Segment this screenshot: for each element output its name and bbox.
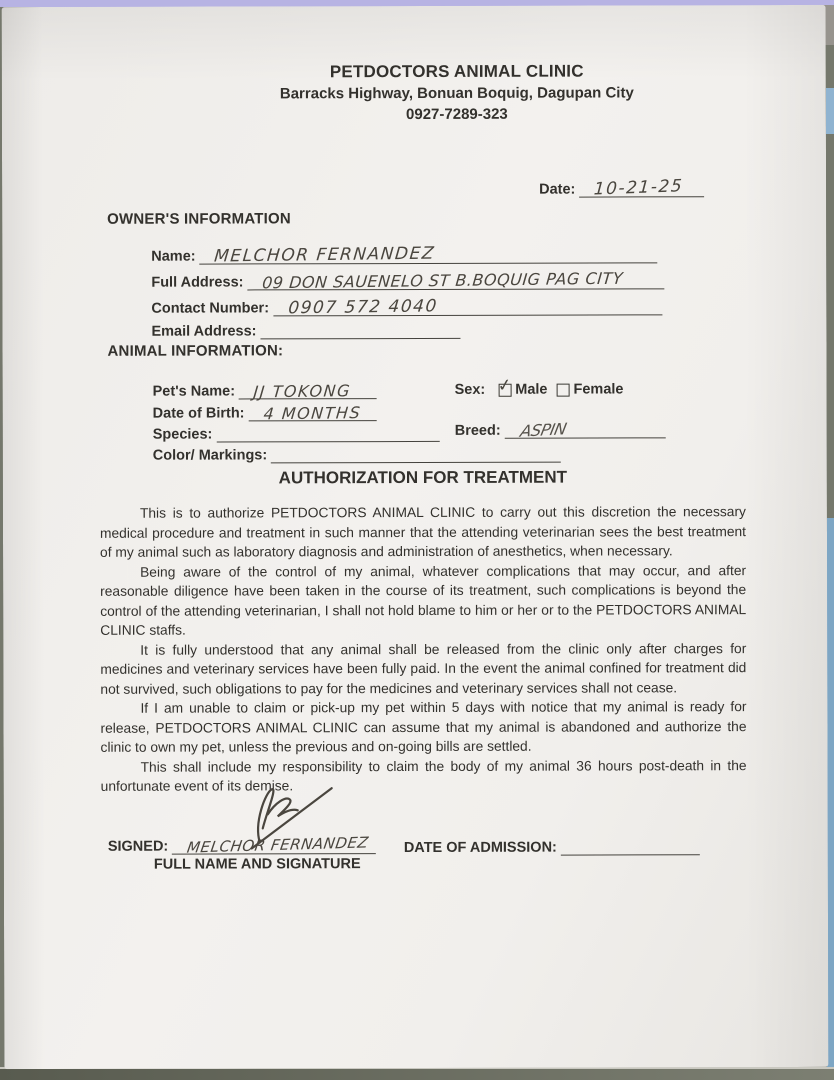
owner-name-field xyxy=(151,241,657,267)
signed-handwritten-name: MELCHOR FERNANDEZ xyxy=(186,833,371,857)
color-markings-field xyxy=(153,441,561,464)
date-of-admission-line xyxy=(561,833,700,855)
date-of-birth-line xyxy=(248,399,376,424)
species-line xyxy=(216,420,439,443)
paper-document xyxy=(2,5,829,1069)
authorization-paragraph: If I am unable to claim or pick-up my pet within 5 days with notice that my animal is ready for release, PETDOCTORS ANIMAL CLINIC can assume that my animal is abandoned and authorize the clinic to own my pet, unless the previous and on-going bills are settled. xyxy=(100,699,747,755)
name-line xyxy=(200,241,658,267)
owner-address-field xyxy=(151,267,664,293)
color-markings-line xyxy=(271,441,561,464)
breed-label: Breed: xyxy=(454,422,501,439)
full-address-label: Full Address: xyxy=(151,274,244,291)
desk-bottom-edge xyxy=(0,1069,834,1080)
male-checkbox xyxy=(495,374,513,397)
full-address-handwritten-value: 09 DON SAUENELO ST B.BOQUIG PAG CITY xyxy=(261,268,624,293)
species-label: Species: xyxy=(152,426,213,443)
authorization-paragraph: Being aware of the control of my animal, whatever complications that may occur, and after reasonable diligence have been taken in the course of its treatment, such complications is beyond the control of the attending veterinarian, I shall not hold blame to him or her or to the PETDOCTORS ANIMAL CLINIC staffs. xyxy=(100,562,747,638)
full-address-line xyxy=(247,267,664,293)
dob-handwritten-value: 4 MONTHS xyxy=(262,403,362,424)
authorization-paragraph: This is to authorize PETDOCTORS ANIMAL CLINIC to carry out this discretion the necessary medical procedure and treatment in such manner that the attending veterinarian sees the best treatment of my animal such as laboratory diagnosis and administration of anesthetics, when necessary. xyxy=(99,504,747,560)
signed-line xyxy=(172,832,376,855)
date-line xyxy=(579,175,704,200)
male-label: Male xyxy=(515,381,548,398)
clinic-address: Barracks Highway, Bonuan Boquig, Dagupan City xyxy=(279,84,634,103)
date-of-admission-label: DATE OF ADMISSION: xyxy=(403,839,557,857)
date-field xyxy=(539,175,704,200)
male-checkbox-check-icon: ✓ xyxy=(495,374,513,397)
clinic-phone: 0927-7289-323 xyxy=(405,105,508,124)
owner-contact-field xyxy=(151,293,662,319)
signed-label: SIGNED: xyxy=(107,838,169,855)
contact-handwritten-value: 0907 572 4040 xyxy=(287,296,439,319)
breed-line xyxy=(505,416,666,441)
date-of-admission-field xyxy=(404,833,700,856)
contact-number-line xyxy=(273,293,662,319)
name-label: Name: xyxy=(151,248,196,265)
authorization-paragraph: This shall include my responsibility to claim the body of my animal 36 hours post-death in the unfortunate event of its demise. xyxy=(100,757,747,794)
pet-name-line xyxy=(239,377,377,402)
sex-field xyxy=(454,374,624,398)
breed-handwritten-value: ASPIN xyxy=(518,419,568,441)
pet-name-field xyxy=(153,377,377,400)
color-markings-label: Color/ Markings: xyxy=(152,447,268,464)
breed-field xyxy=(455,416,666,439)
female-label: Female xyxy=(573,381,624,398)
owner-email-field xyxy=(151,317,460,340)
authorization-body xyxy=(100,502,747,796)
pet-name-label: Pet's Name: xyxy=(152,383,236,400)
date-label: Date: xyxy=(539,181,576,198)
date-handwritten-value: 10-21-25 xyxy=(593,176,685,200)
signed-field xyxy=(108,832,376,855)
contact-number-label: Contact Number: xyxy=(151,300,270,317)
date-of-birth-label: Date of Birth: xyxy=(152,405,245,422)
authorization-title: AUTHORIZATION FOR TREATMENT xyxy=(278,467,568,488)
authorization-paragraph: It is fully understood that any animal shall be released from the clinic only after charges for medicines and veterinary services have been fully paid. In the event the animal confined for treatment did not survived, such obligations to pay for the medicines and veterinary services shall not cease. xyxy=(100,640,747,697)
date-of-birth-field xyxy=(153,399,377,422)
owner-section-title: OWNER'S INFORMATION xyxy=(107,210,291,228)
name-handwritten-value: MELCHOR FERNANDEZ xyxy=(213,243,437,267)
email-address-label: Email Address: xyxy=(151,323,257,340)
sex-label: Sex: xyxy=(454,381,486,398)
female-checkbox xyxy=(556,383,569,396)
pet-name-handwritten-value: JJ TOKONG xyxy=(253,381,353,402)
signed-caption: FULL NAME AND SIGNATURE xyxy=(153,856,361,873)
email-address-line xyxy=(260,317,460,340)
animal-section-title: ANIMAL INFORMATION: xyxy=(107,342,284,360)
species-field xyxy=(153,420,440,443)
clinic-name: PETDOCTORS ANIMAL CLINIC xyxy=(329,61,584,82)
